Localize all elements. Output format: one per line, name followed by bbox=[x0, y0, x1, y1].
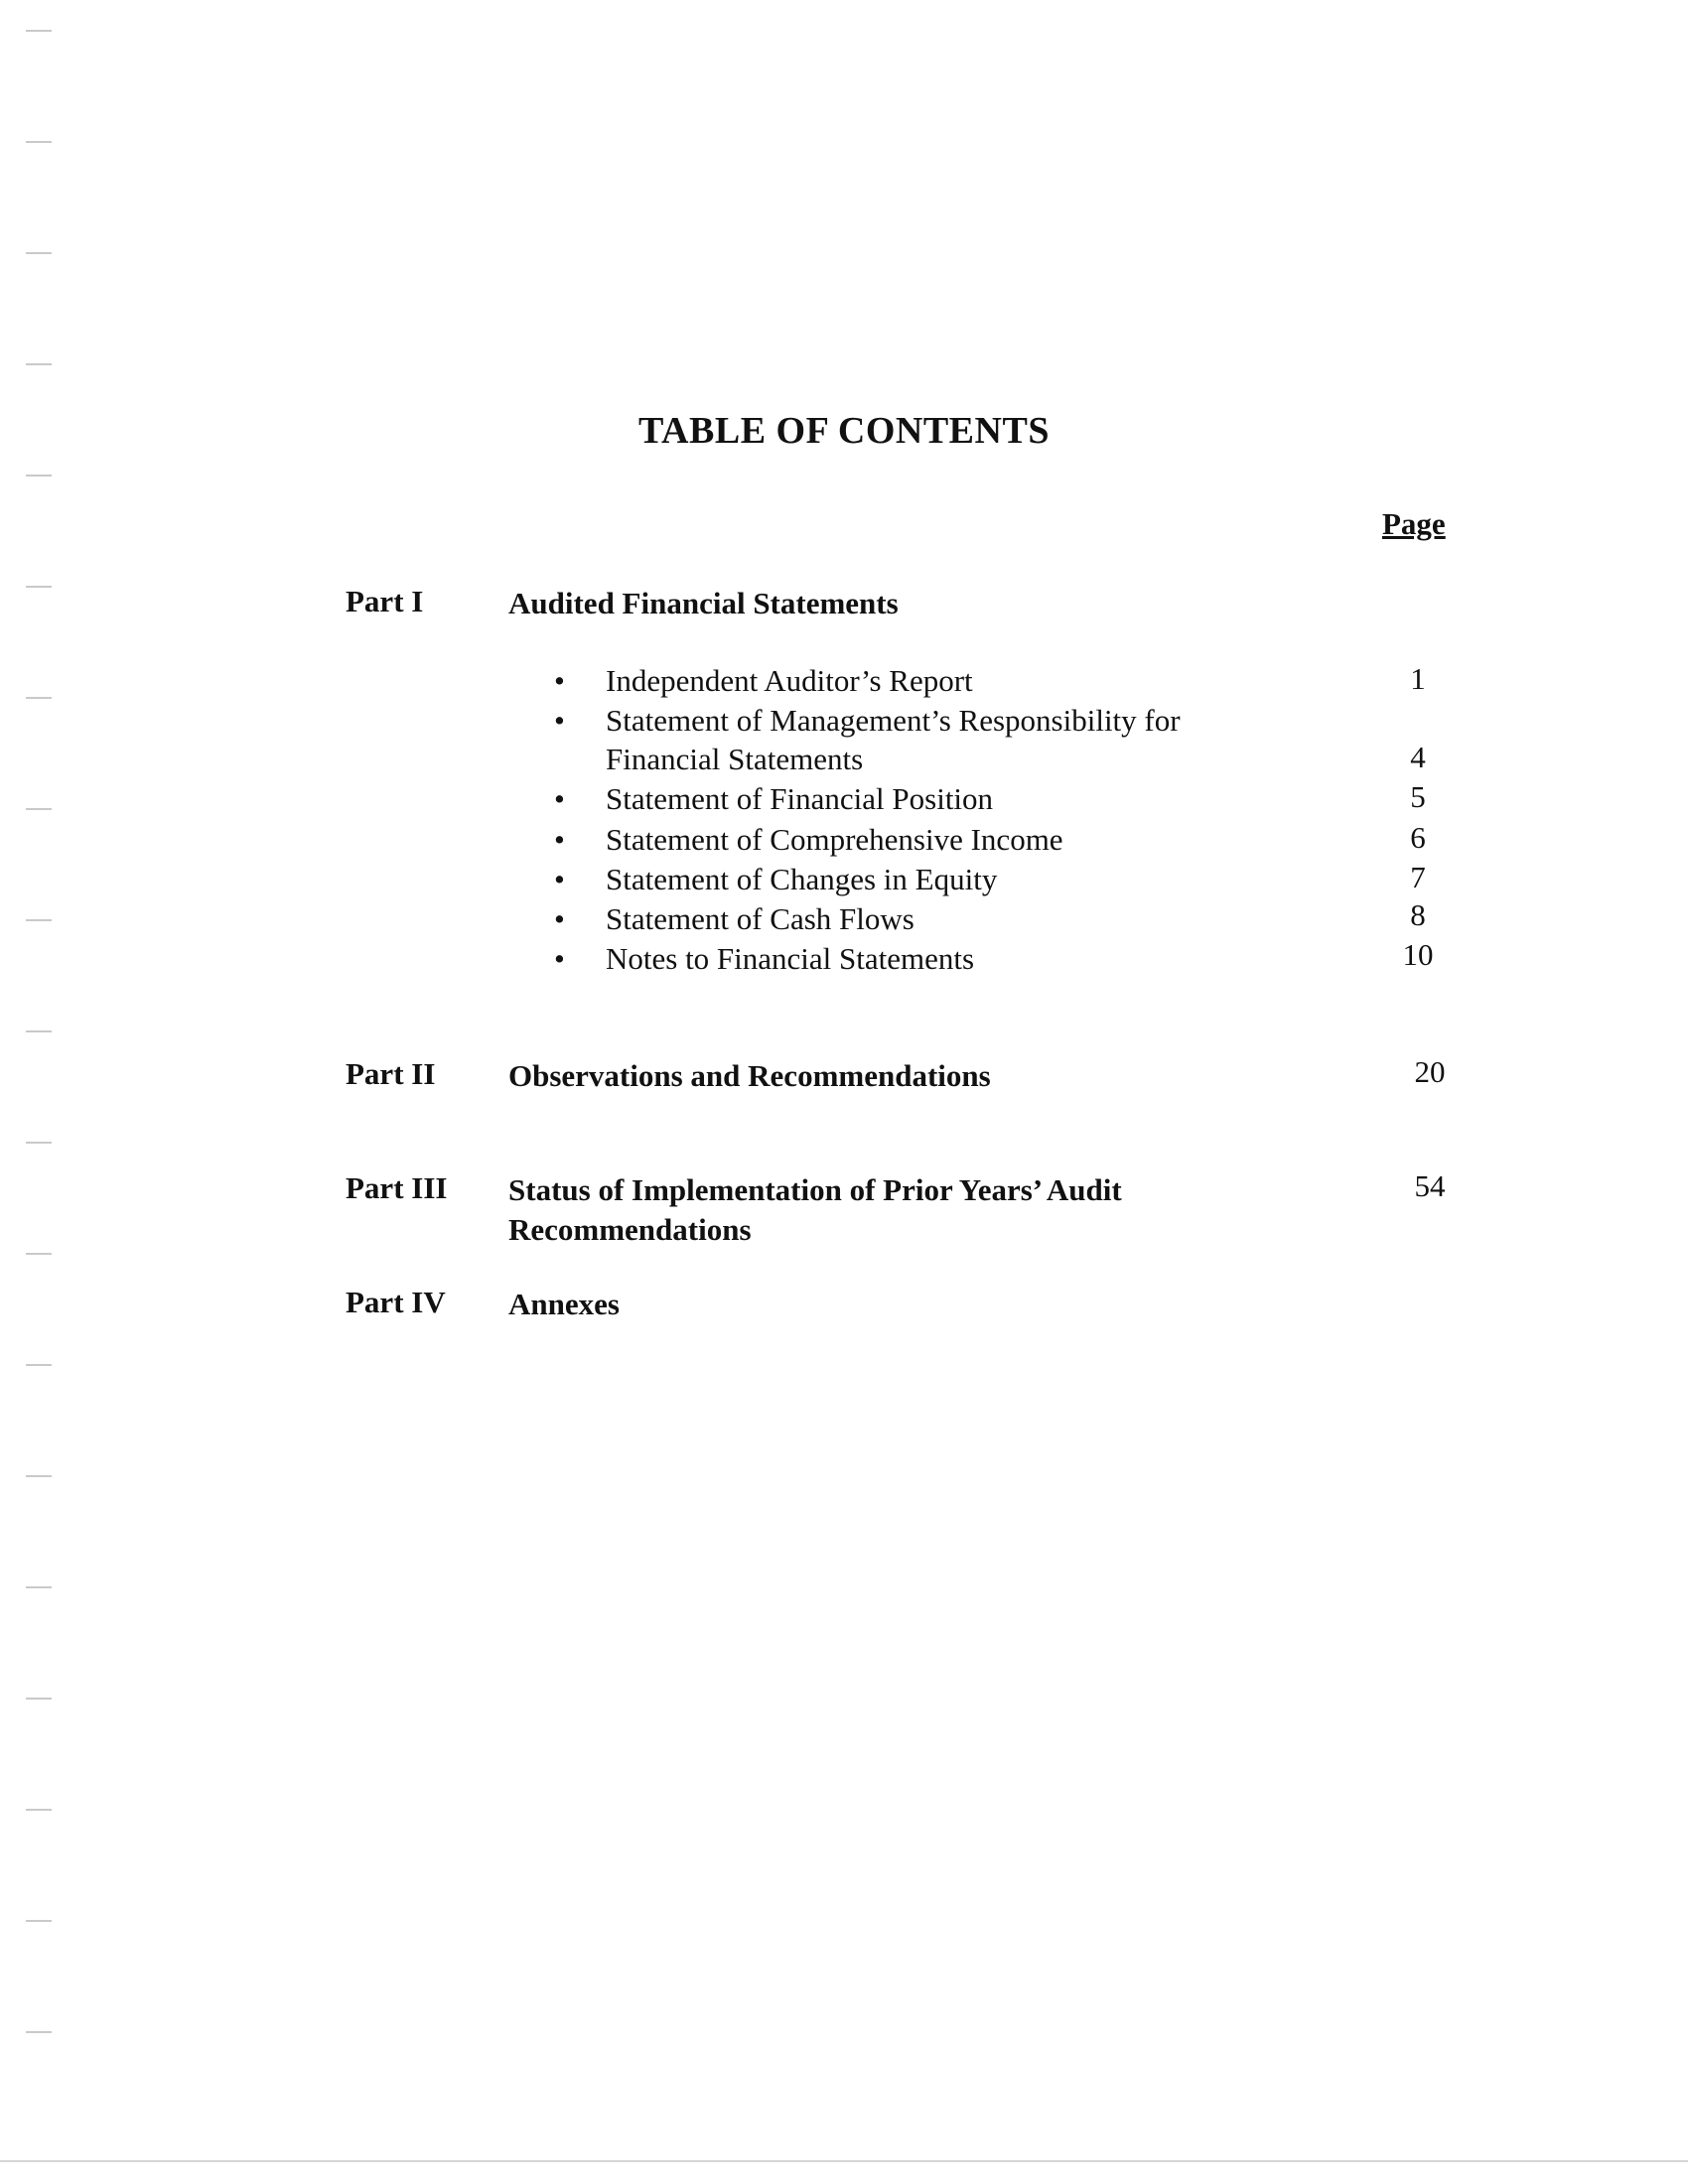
bullet-icon: • bbox=[554, 941, 565, 976]
toc-entry-page: 7 bbox=[1410, 860, 1426, 894]
toc-entry-page: 8 bbox=[1410, 897, 1426, 932]
page-column-header: Page bbox=[1382, 506, 1446, 541]
page-title: TABLE OF CONTENTS bbox=[638, 410, 1050, 452]
bullet-icon: • bbox=[554, 663, 565, 698]
toc-entry-page: 4 bbox=[1410, 740, 1426, 774]
toc-entry-text: Statement of Changes in Equity bbox=[606, 862, 998, 896]
part-page-number: 20 bbox=[1414, 1054, 1446, 1089]
toc-entry-text: Statement of Management’s Responsibility for Financial Statements bbox=[606, 703, 1181, 776]
toc-entry-text: Independent Auditor’s Report bbox=[606, 663, 973, 698]
bullet-icon: • bbox=[554, 781, 565, 816]
part-title: Audited Financial Statements bbox=[508, 586, 899, 620]
part-label: Part II bbox=[346, 1056, 436, 1091]
bullet-icon: • bbox=[554, 901, 565, 936]
toc-entry-text: Statement of Financial Position bbox=[606, 781, 994, 816]
toc-entry-text: Statement of Cash Flows bbox=[606, 901, 914, 936]
page-bottom-edge bbox=[0, 2160, 1688, 2162]
toc-entry-page: 6 bbox=[1410, 820, 1426, 855]
part-title[interactable]: Annexes bbox=[508, 1287, 620, 1321]
toc-entry-text: Statement of Comprehensive Income bbox=[606, 822, 1063, 857]
part-label: Part I bbox=[346, 584, 424, 618]
part-page-number: 54 bbox=[1414, 1168, 1446, 1203]
part-label: Part IV bbox=[346, 1285, 446, 1319]
bullet-icon: • bbox=[554, 862, 565, 896]
toc-entry-page: 1 bbox=[1410, 661, 1426, 696]
scanner-margin-marks bbox=[26, 0, 52, 2184]
part-label: Part III bbox=[346, 1170, 448, 1205]
toc-entry-page: 10 bbox=[1402, 937, 1434, 972]
toc-entry-page: 5 bbox=[1410, 779, 1426, 814]
toc-entry-text: Notes to Financial Statements bbox=[606, 941, 975, 976]
bullet-icon: • bbox=[554, 703, 565, 738]
part-title[interactable]: Observations and Recommendations bbox=[508, 1058, 991, 1093]
bullet-icon: • bbox=[554, 822, 565, 857]
part-title[interactable]: Status of Implementation of Prior Years’ Audit Recommendations bbox=[508, 1172, 1122, 1247]
